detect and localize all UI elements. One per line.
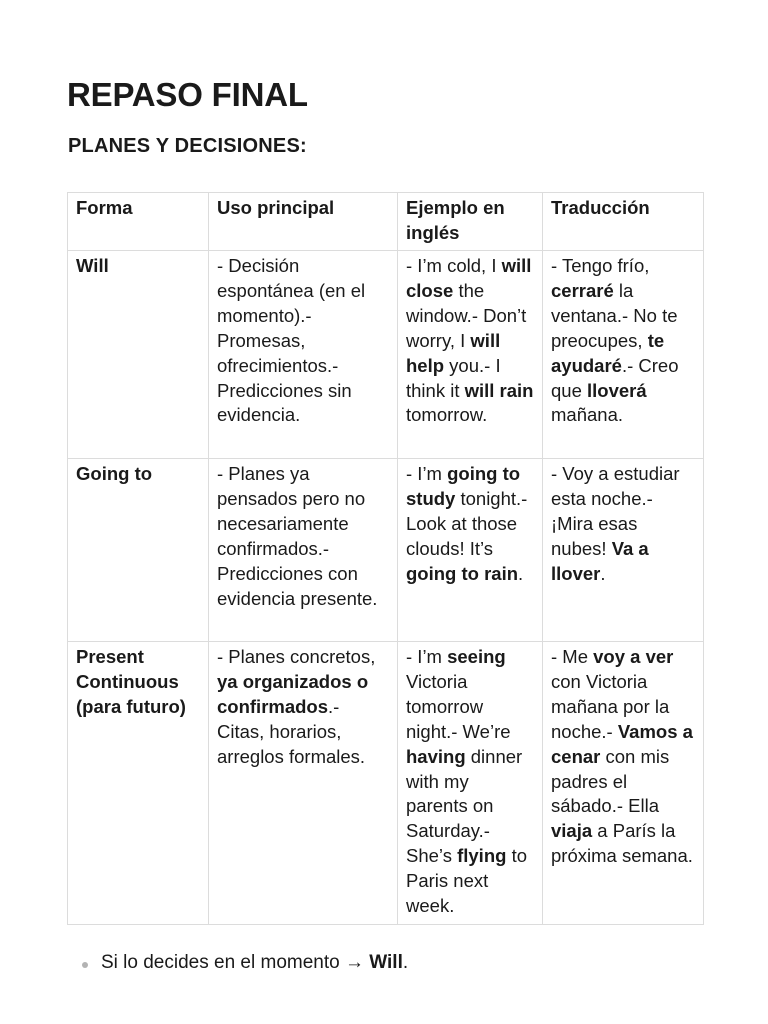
text-segment: .- Creo que — [551, 354, 679, 401]
text-segment: .- Citas, horarios, arreglos formales. — [217, 695, 366, 767]
text-segment: a París la próxima semana. — [551, 820, 693, 867]
form-cell: Will — [68, 251, 209, 459]
text-segment: - Me — [551, 646, 594, 667]
text-segment: con mis padres el sábado.- Ella — [551, 745, 670, 817]
text-segment: - I’m cold, I — [406, 255, 502, 276]
example-cell — [398, 642, 543, 925]
table-row — [68, 642, 704, 925]
summary-end: . — [402, 952, 409, 973]
text-segment: the window.- Don’t worry, I — [406, 279, 527, 351]
text-segment: . — [600, 562, 606, 584]
summary-text: Si lo decides en el momento → — [101, 952, 370, 973]
bold-text-segment: ya organizados o confirmados — [217, 670, 369, 717]
bold-text-segment: Va a llover — [551, 537, 649, 584]
text-segment: dinner with my parents on Saturday.- She’s — [406, 745, 523, 867]
form-cell: Going to — [68, 459, 209, 642]
text-segment: - Decisión espontánea (en el momento).- Promesas, ofrecimientos.- Predicciones sin evidencia. — [217, 255, 366, 426]
bold-text-segment: voy a ver — [593, 646, 674, 667]
header-form: Forma — [68, 193, 209, 251]
section-heading: PLANES Y DECISIONES: — [68, 135, 307, 157]
text-segment: tomorrow. — [406, 404, 488, 426]
table-row — [68, 251, 704, 459]
bold-text-segment: will help — [406, 329, 501, 376]
text-segment: - I’m — [406, 646, 448, 667]
text-segment: con Victoria mañana por la noche.- — [551, 670, 670, 742]
bold-text-segment: flying — [457, 845, 507, 867]
text-segment: - Tengo frío, — [551, 255, 650, 276]
text-segment: mañana. — [551, 404, 623, 426]
summary-list — [67, 952, 408, 974]
text-segment: . — [518, 562, 524, 584]
bold-text-segment: going to rain — [406, 562, 519, 584]
text-segment: - Planes ya pensados pero no necesariamente confirmados.- Predicciones con evidencia presente. — [217, 463, 378, 609]
form-cell: Present Continuous (para futuro) — [68, 642, 209, 925]
use-cell — [209, 459, 398, 642]
list-item — [67, 952, 408, 974]
use-cell — [209, 251, 398, 459]
bold-text-segment: having — [406, 745, 466, 767]
translation-cell — [543, 251, 704, 459]
header-use: Uso principal — [209, 193, 398, 251]
bold-text-segment: lloverá — [587, 379, 647, 401]
text-segment: to Paris next week. — [406, 845, 528, 917]
bullet-icon — [82, 962, 88, 968]
text-segment: tonight.- Look at those clouds! It’s — [406, 487, 528, 559]
bold-text-segment: viaja — [551, 820, 593, 842]
bold-text-segment: Vamos a cenar — [551, 720, 693, 767]
plans-table — [67, 192, 704, 925]
table-row — [68, 459, 704, 642]
text-segment: la ventana.- No te preocupes, — [551, 279, 678, 351]
text-segment: - Voy a estudiar esta noche.- ¡Mira esas nubes! — [551, 463, 680, 559]
translation-cell — [543, 459, 704, 642]
bold-text-segment: seeing — [447, 646, 506, 667]
bold-text-segment: will close — [406, 255, 532, 301]
example-cell — [398, 459, 543, 642]
text-segment: - I’m — [406, 463, 448, 484]
text-segment: Victoria tomorrow night.- We’re — [406, 670, 511, 742]
table-header-row — [68, 193, 704, 251]
example-cell — [398, 251, 543, 459]
bold-text-segment: te ayudaré — [551, 329, 665, 376]
page-title: REPASO FINAL — [67, 76, 308, 113]
summary-bold: Will — [369, 952, 403, 973]
header-example: Ejemplo en inglés — [398, 193, 543, 251]
text-segment: you.- I think it — [406, 354, 501, 401]
header-translation: Traducción — [543, 193, 704, 251]
bold-text-segment: will rain — [464, 379, 534, 401]
bold-text-segment: cerraré — [551, 279, 614, 301]
use-cell — [209, 642, 398, 925]
bold-text-segment: going to study — [406, 463, 521, 509]
translation-cell — [543, 642, 704, 925]
text-segment: - Planes concretos, — [217, 646, 376, 667]
